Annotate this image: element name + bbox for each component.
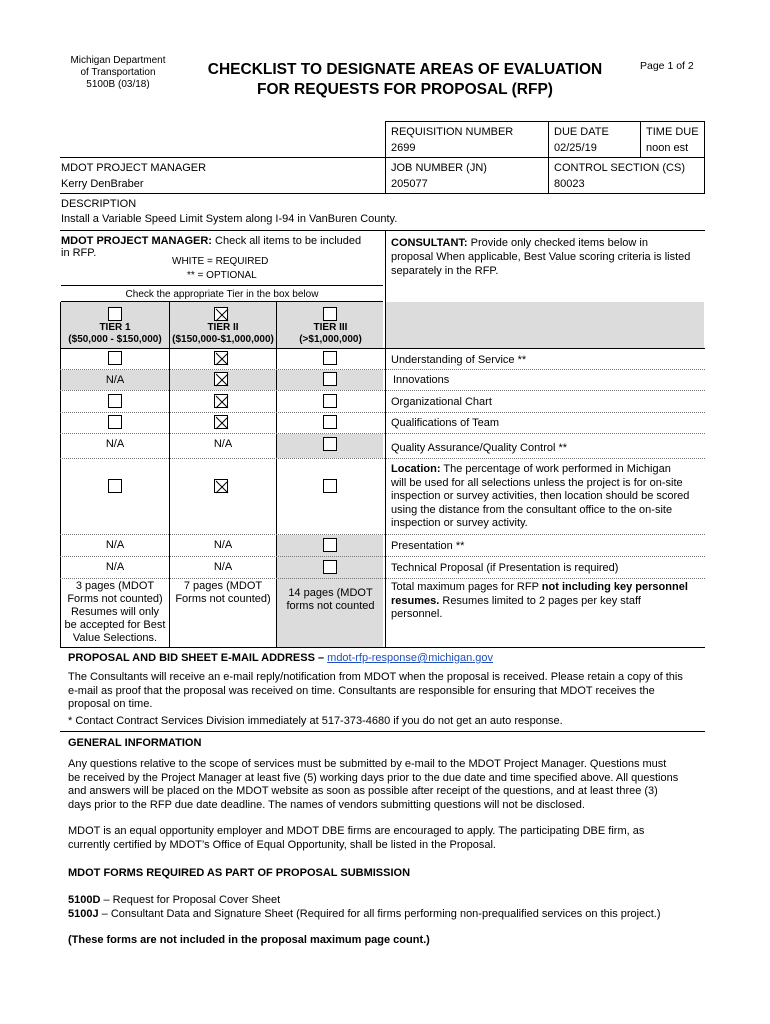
requisition-value: 2699 <box>391 142 416 154</box>
consultant-instruction: CONSULTANT: Provide only checked items below in <box>391 237 648 249</box>
tier1-name: TIER 1 <box>99 322 131 333</box>
rule <box>60 731 705 732</box>
agency-line2: of Transportation <box>80 67 156 78</box>
understanding-tier1-checkbox[interactable] <box>108 351 122 365</box>
form-id: 5100B (03/18) <box>86 79 150 90</box>
qa-tier1-na: N/A <box>105 438 125 450</box>
rule <box>704 121 705 193</box>
check-x-icon <box>215 416 229 430</box>
tier2-range: ($150,000-$1,000,000) <box>172 334 274 345</box>
item-org-chart: Organizational Chart <box>391 396 492 408</box>
general-paragraph-2: MDOT is an equal opportunity employer and MDOT DBE firms are encouraged to apply. The participating DBE firm, as currently certified by MDOT’s Office of Equal Opportunity, shall be listed in the Proposal. <box>68 825 645 851</box>
tier2-name: TIER II <box>207 322 239 333</box>
pages-tier1: 3 pages (MDOT Forms not counted) Resumes will only be accepted for Best Value Selections. <box>64 580 166 644</box>
item-location-line1: Location: The percentage of work performed in Michigan <box>391 463 671 475</box>
agency-line1: Michigan Department <box>70 55 166 66</box>
general-heading: GENERAL INFORMATION <box>68 737 202 749</box>
forms-heading: MDOT FORMS REQUIRED AS PART OF PROPOSAL SUBMISSION <box>68 867 411 879</box>
rule <box>60 534 705 535</box>
item-location-line5: inspection or survey activity. <box>391 517 528 529</box>
agency-block <box>58 55 178 91</box>
pages-tier2: 7 pages (MDOT Forms not counted) <box>175 580 271 605</box>
email-paragraph: The Consultants will receive an e-mail reply/notification from MDOT when the proposal is received. Please retain a copy of this e-mail as proof that the proposal was received on time. Consultants are responsible for ensuring that MDOT receives the proposal on time. <box>68 671 683 710</box>
item-understanding: Understanding of Service ** <box>391 354 527 366</box>
presentation-tier2-na: N/A <box>213 539 233 551</box>
qa-tier3-checkbox[interactable] <box>323 437 337 451</box>
form-5100d: 5100D – Request for Proposal Cover Sheet <box>68 894 281 906</box>
item-pages-line3: personnel. <box>391 608 443 620</box>
white-required: WHITE = REQUIRED <box>172 256 269 267</box>
innovations-tier1-na: N/A <box>105 374 125 386</box>
title-line1: CHECKLIST TO DESIGNATE AREAS OF EVALUATION <box>207 61 603 78</box>
time-due-value: noon est <box>646 142 689 154</box>
pm-value: Kerry DenBraber <box>61 178 144 190</box>
rule <box>61 301 383 302</box>
rule <box>60 157 705 158</box>
rule <box>60 556 705 557</box>
rule <box>60 578 705 579</box>
technical-tier1-na: N/A <box>105 561 125 573</box>
consultant-instruction-2: proposal When applicable, Best Value scoring criteria is listed <box>391 251 691 263</box>
rule <box>60 348 705 349</box>
rule <box>60 458 705 459</box>
due-date-label: DUE DATE <box>554 126 609 138</box>
presentation-tier3-checkbox[interactable] <box>323 538 337 552</box>
technical-tier3-checkbox[interactable] <box>323 560 337 574</box>
rule <box>385 121 705 122</box>
item-innovations: Innovations <box>393 374 450 386</box>
cs-label: CONTROL SECTION (CS) <box>554 162 685 174</box>
email-link[interactable]: mdot-rfp-response@michigan.gov <box>327 652 494 664</box>
jn-value: 205077 <box>391 178 428 190</box>
location-tier1-checkbox[interactable] <box>108 479 122 493</box>
check-x-icon <box>215 395 229 409</box>
tier3-range: (>$1,000,000) <box>299 334 362 345</box>
tier3-checkbox[interactable] <box>323 307 337 321</box>
requisition-label: REQUISITION NUMBER <box>391 126 514 138</box>
item-pages-line2: resumes. Resumes limited to 2 pages per key staff <box>391 595 641 607</box>
desc-label: DESCRIPTION <box>61 198 137 210</box>
email-heading: PROPOSAL AND BID SHEET E-MAIL ADDRESS – mdot-rfp-response@michigan.gov <box>68 652 494 664</box>
check-x-icon <box>215 373 229 387</box>
qualifications-tier2-checkbox-checked[interactable] <box>214 415 228 429</box>
technical-tier2-na: N/A <box>213 561 233 573</box>
location-tier2-checkbox-checked[interactable] <box>214 479 228 493</box>
tier2-checkbox-checked[interactable] <box>214 307 228 321</box>
tier-right-shade <box>386 302 704 348</box>
rule <box>60 647 705 648</box>
tier1-range: ($50,000 - $150,000) <box>68 334 162 345</box>
rule <box>60 412 705 413</box>
rule <box>385 121 386 193</box>
form-5100j: 5100J – Consultant Data and Signature Sheet (Required for all firms performing non-prequalified services on this project.) <box>68 908 661 920</box>
qualifications-tier1-checkbox[interactable] <box>108 415 122 429</box>
email-contact-note: * Contact Contract Services Division immediately at 517-373-4680 if you do not get an auto response. <box>68 715 563 727</box>
time-due-label: TIME DUE <box>646 126 699 138</box>
qa-tier2-na: N/A <box>213 438 233 450</box>
pm-label: MDOT PROJECT MANAGER <box>61 162 207 174</box>
title-line2: FOR REQUESTS FOR PROPOSAL (RFP) <box>257 81 553 98</box>
orgchart-tier1-checkbox[interactable] <box>108 394 122 408</box>
page-title <box>180 60 630 100</box>
check-x-icon <box>215 308 229 322</box>
cs-value: 80023 <box>554 178 585 190</box>
innovations-tier3-checkbox[interactable] <box>323 372 337 386</box>
orgchart-tier3-checkbox[interactable] <box>323 394 337 408</box>
rule <box>60 433 705 434</box>
due-date-value: 02/25/19 <box>554 142 597 154</box>
understanding-tier3-checkbox[interactable] <box>323 351 337 365</box>
tier1-checkbox[interactable] <box>108 307 122 321</box>
orgchart-tier2-checkbox-checked[interactable] <box>214 394 228 408</box>
item-presentation: Presentation ** <box>391 540 465 552</box>
item-location-line4: using the distance from the consultant office to the on-site <box>391 504 673 516</box>
check-x-icon <box>215 352 229 366</box>
tier3-name: TIER III <box>313 322 348 333</box>
item-qa-qc: Quality Assurance/Quality Control ** <box>391 442 568 454</box>
rule <box>60 230 705 231</box>
rule <box>640 121 641 157</box>
pages-tier3: 14 pages (MDOT forms not counted <box>286 587 375 612</box>
item-technical: Technical Proposal (if Presentation is required) <box>391 562 619 574</box>
optional-legend: ** = OPTIONAL <box>187 270 257 281</box>
consultant-instruction-3: separately in the RFP. <box>391 265 499 277</box>
page-number: Page 1 of 2 <box>640 60 694 72</box>
tier-instruction: Check the appropriate Tier in the box below <box>125 289 319 300</box>
forms-note: (These forms are not included in the proposal maximum page count.) <box>68 934 430 946</box>
item-location-line3: inspection or survey activities, then location should be scored <box>391 490 690 502</box>
pm-instruction-2: in RFP. <box>61 247 97 259</box>
item-pages-line1: Total maximum pages for RFP not including key personnel <box>391 581 688 593</box>
rule <box>61 285 383 286</box>
item-location-line2: will be used for all selections unless the project is for on-site <box>391 477 683 489</box>
general-paragraph-1: Any questions relative to the scope of services must be submitted by e-mail to the MDOT Project Manager. Questions must be received by the Project Manager at least five (5) working days prior to the due date and time specified above. All questions and answers will be placed on the MDOT website as soon as possible after receipt of the questions, and at least three (3) days prior to the RFP due date deadline. The names of vendors submitting questions will not be disclosed. <box>68 758 679 811</box>
location-tier3-checkbox[interactable] <box>323 479 337 493</box>
rule <box>385 230 386 648</box>
item-qualifications: Qualifications of Team <box>391 417 500 429</box>
presentation-tier1-na: N/A <box>105 539 125 551</box>
innovations-tier2-checkbox-checked[interactable] <box>214 372 228 386</box>
jn-label: JOB NUMBER (JN) <box>391 162 487 174</box>
understanding-tier2-checkbox-checked[interactable] <box>214 351 228 365</box>
pm-instruction: MDOT PROJECT MANAGER: Check all items to be included <box>61 235 362 247</box>
desc-value: Install a Variable Speed Limit System along I-94 in VanBuren County. <box>61 213 398 225</box>
rule <box>548 121 549 193</box>
rule <box>60 369 705 370</box>
rule <box>60 390 705 391</box>
rule <box>60 193 705 194</box>
qualifications-tier3-checkbox[interactable] <box>323 415 337 429</box>
check-x-icon <box>215 480 229 494</box>
